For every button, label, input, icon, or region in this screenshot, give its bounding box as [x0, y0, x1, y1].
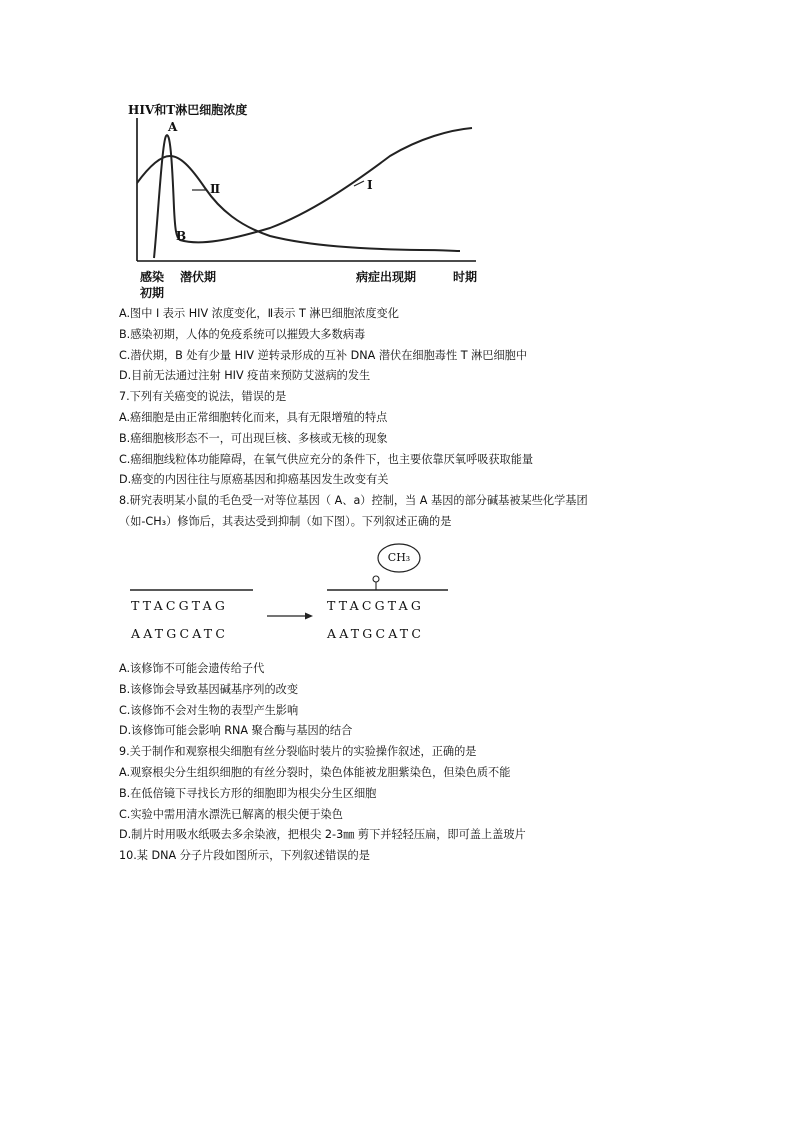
left-strand-top: TTACGTAG	[131, 598, 229, 613]
text-line: A.癌细胞是由正常细胞转化而来，具有无限增殖的特点	[119, 410, 388, 424]
text-line: B.感染初期，人体的免疫系统可以摧毁大多数病毒	[119, 327, 366, 341]
text-line: C.潜伏期，B 处有少量 HIV 逆转录形成的互补 DNA 潜伏在细胞毒性 T 淋巴细胞中	[119, 348, 528, 362]
right-strand-top: TTACGTAG	[327, 598, 425, 613]
question-block-1	[119, 304, 679, 533]
text-line: D.该修饰可能会影响 RNA 聚合酶与基因的结合	[119, 724, 353, 738]
label-I: I	[367, 178, 373, 192]
text-line: A.该修饰不可能会遗传给子代	[119, 662, 265, 675]
hiv-tcell-graph	[120, 98, 490, 303]
curve-I	[154, 128, 472, 258]
question-8-stem: 8.研究表明某小鼠的毛色受一对等位基因（ A、a）控制，当 A 基因的部分碱基被某些化学基团	[119, 494, 588, 508]
question-8-stem-cont: （如-CH₃）修饰后，其表达受到抑制（如下图）。下列叙述正确的是	[119, 514, 452, 528]
question-10-stem: 10.某 DNA 分子片段如图所示，下列叙述错误的是	[119, 849, 370, 863]
text-line: B.在低倍镜下寻找长方形的细胞即为根尖分生区细胞	[119, 786, 377, 800]
methyl-label: CH₃	[387, 551, 411, 564]
methylation-diagram	[125, 540, 455, 650]
text-line: A.图中 I 表示 HIV 浓度变化，Ⅱ表示 T 淋巴细胞浓度变化	[119, 307, 399, 320]
x-label-infection: 感染	[140, 270, 165, 284]
text-line: D.目前无法通过注射 HIV 疫苗来预防艾滋病的发生	[119, 369, 371, 383]
graph-y-title: HIV和T淋巴细胞浓度	[128, 103, 248, 117]
methyl-connector	[373, 576, 379, 582]
arrow-head	[305, 613, 313, 620]
text-line: B.癌细胞核形态不一，可出现巨核、多核或无核的现象	[119, 431, 388, 445]
text-line: D.癌变的内因往往与原癌基因和抑癌基因发生改变有关	[119, 473, 389, 487]
label-II: Ⅱ	[210, 182, 221, 196]
text-line: D.制片时用吸水纸吸去多余染液，把根尖 2-3㎜ 剪下并轻轻压扁，即可盖上盖玻片	[119, 828, 526, 842]
right-strand-bottom: AATGCATC	[327, 626, 425, 641]
x-label-symptom: 病症出现期	[356, 270, 417, 284]
question-7-stem: 7.下列有关癌变的说法，错误的是	[119, 390, 287, 404]
text-line: A.观察根尖分生组织细胞的有丝分裂时，染色体能被龙胆紫染色，但染色质不能	[119, 765, 511, 779]
x-label-latent: 潜伏期	[180, 270, 217, 284]
text-line: C.实验中需用清水漂洗已解离的根尖便于染色	[119, 807, 343, 821]
text-line: C.癌细胞线粒体功能障碍，在氧气供应充分的条件下，也主要依靠厌氧呼吸获取能量	[119, 452, 534, 466]
text-line: C.该修饰不会对生物的表型产生影响	[119, 703, 299, 717]
x-label-period: 时期	[453, 270, 478, 284]
label-A: A	[168, 120, 178, 134]
text-line: B.该修饰会导致基因碱基序列的改变	[119, 682, 299, 696]
question-9-stem: 9.关于制作和观察根尖细胞有丝分裂临时装片的实验操作叙述，正确的是	[119, 745, 477, 759]
question-block-2	[119, 659, 679, 867]
left-strand-bottom: AATGCATC	[131, 626, 229, 641]
label-B: B	[176, 229, 187, 243]
x-label-early: 初期	[140, 286, 165, 300]
